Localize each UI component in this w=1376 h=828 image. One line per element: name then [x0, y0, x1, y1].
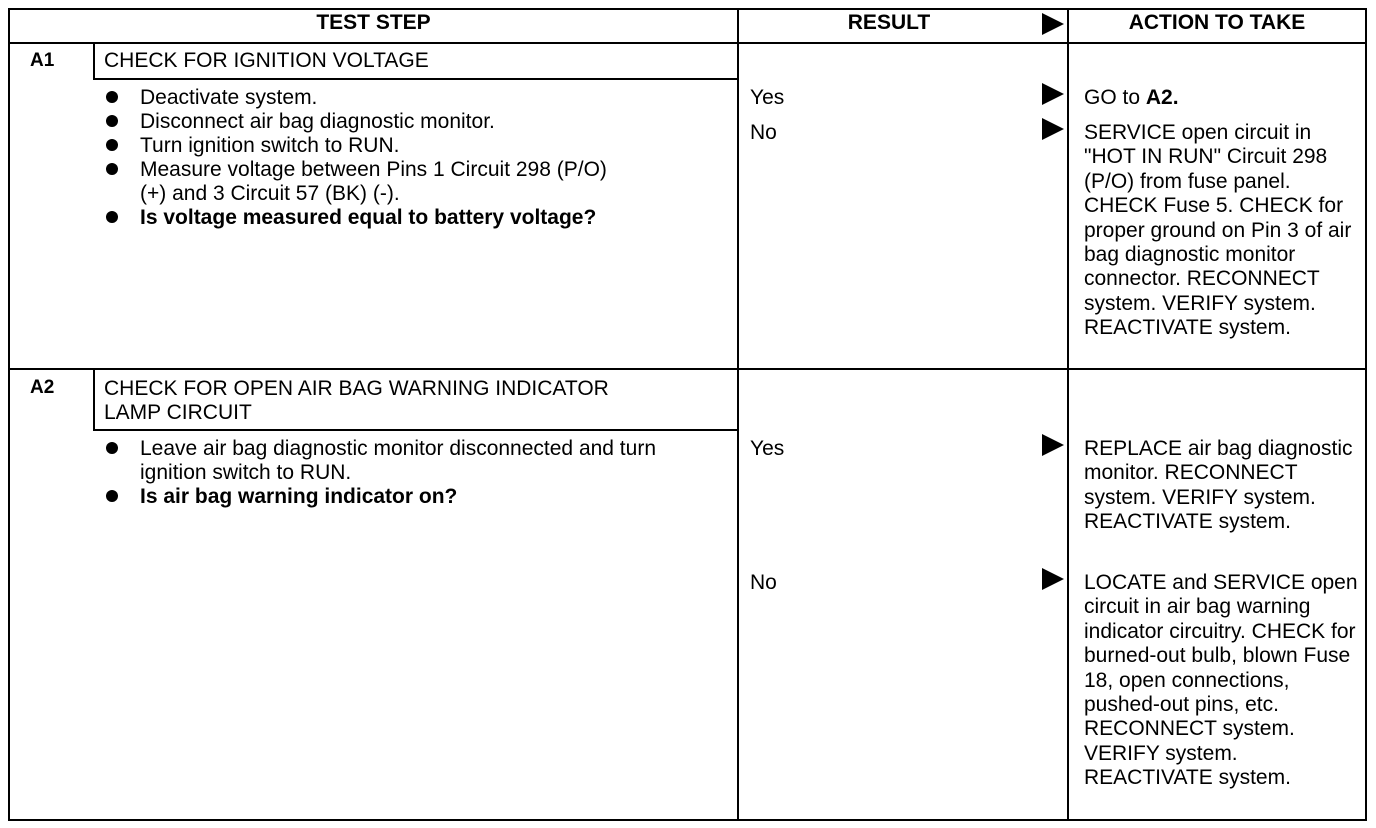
- action-column-divider: [1067, 8, 1069, 821]
- action-a1-no: SERVICE open circuit in "HOT IN RUN" Circuit 298 (P/O) from fuse panel. CHECK Fuse 5. CHECK for proper ground on Pin 3 of air bag diagnostic monitor connector. RECONNECT system. VERIFY system. REACTIVATE system.: [1084, 121, 1352, 340]
- bullet-icon: [106, 115, 118, 127]
- step-question: Is air bag warning indicator on?: [104, 485, 724, 509]
- step-item: Leave air bag diagnostic monitor disconnected and turn ignition switch to RUN.: [104, 437, 724, 485]
- bullet-icon: [106, 139, 118, 151]
- bullet-icon: [106, 211, 118, 223]
- bullet-icon: [106, 91, 118, 103]
- a1-title-divider: [93, 78, 738, 80]
- action-a2-no: LOCATE and SERVICE open circuit in air bag warning indicator circuitry. CHECK for burned-out bulb, blown Fuse 18, open connections, pushed-out pins, etc. RECONNECT system. VERIFY system. REACTIVATE system.: [1084, 571, 1358, 790]
- action-a2-yes: REPLACE air bag diagnostic monitor. RECONNECT system. VERIFY system. REACTIVATE system.: [1084, 437, 1353, 534]
- table-bottom-border: [8, 819, 1366, 821]
- step-item: Turn ignition switch to RUN.: [104, 134, 704, 158]
- result-arrow-icon: [1042, 118, 1064, 140]
- table-left-border: [8, 8, 10, 821]
- bullet-icon: [106, 163, 118, 175]
- a2-title-divider: [93, 429, 738, 431]
- bullet-icon: [106, 442, 118, 454]
- step-item: Deactivate system.: [104, 86, 704, 110]
- step-item: Measure voltage between Pins 1 Circuit 298 (P/O)(+) and 3 Circuit 57 (BK) (-).: [104, 158, 704, 206]
- step-code-a1: A1: [30, 50, 55, 71]
- header-action: ACTION TO TAKE: [1128, 11, 1306, 34]
- result-no-a1: No: [750, 121, 777, 144]
- step-list-a1: [104, 86, 704, 230]
- result-arrow-icon: [1042, 568, 1064, 590]
- header-result: RESULT: [847, 11, 931, 34]
- result-arrow-icon: [1042, 434, 1064, 456]
- a2-code-divider: [93, 368, 95, 431]
- step-list-a2: [104, 437, 724, 509]
- row-divider: [8, 368, 1366, 370]
- step-question: Is voltage measured equal to battery voltage?: [104, 206, 704, 230]
- result-column-divider: [737, 8, 739, 821]
- header-arrow-icon: [1042, 13, 1064, 35]
- step-title-a2: CHECK FOR OPEN AIR BAG WARNING INDICATOR LAMP CIRCUIT: [104, 377, 609, 424]
- step-title-a1: CHECK FOR IGNITION VOLTAGE: [104, 49, 429, 72]
- result-yes-a2: Yes: [750, 437, 785, 460]
- result-yes-a1: Yes: [750, 86, 785, 109]
- header-divider: [8, 42, 1366, 44]
- a1-code-divider: [93, 42, 95, 80]
- bullet-icon: [106, 490, 118, 502]
- header-test-step: TEST STEP: [316, 11, 431, 34]
- result-no-a2: No: [750, 571, 777, 594]
- step-code-a2: A2: [30, 377, 55, 398]
- step-item: Disconnect air bag diagnostic monitor.: [104, 110, 704, 134]
- result-arrow-icon: [1042, 83, 1064, 105]
- action-a1-yes: GO to A2.: [1084, 86, 1179, 109]
